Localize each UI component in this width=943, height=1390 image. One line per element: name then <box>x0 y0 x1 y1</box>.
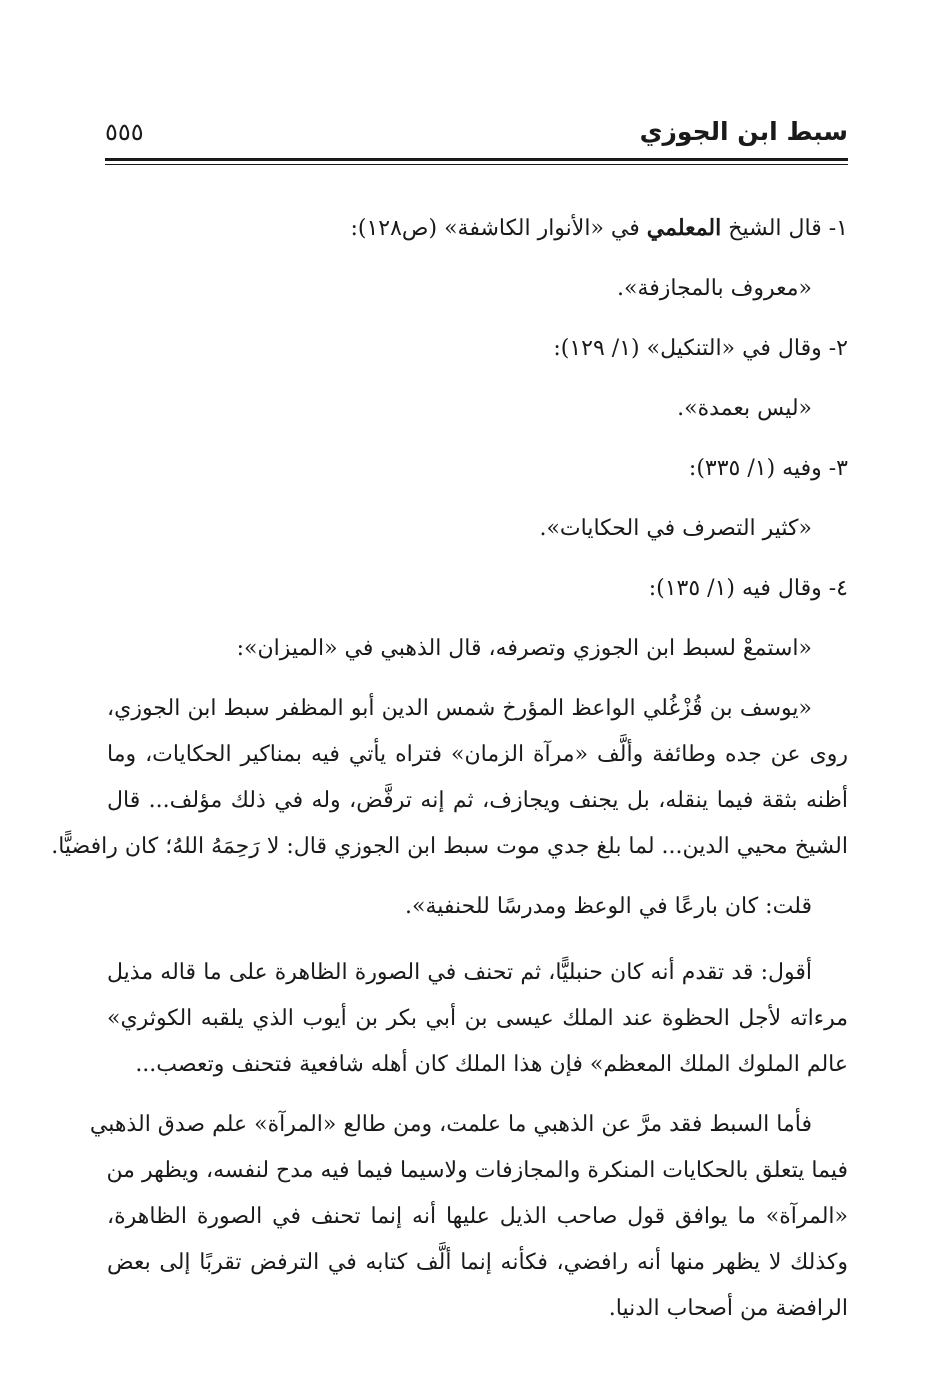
item-1-heading-after: في «الأنوار الكاشفة» (ص١٢٨): <box>350 216 647 241</box>
aqulu-paragraph <box>107 950 848 1088</box>
mizan-quote-line: روى عن جده وطائفة وألَّف «مرآة الزمان» فتراه يأتي فيه بمناكير الحكايات، وما <box>107 742 848 767</box>
item-3-quote: «كثير التصرف في الحكايات». <box>539 516 812 541</box>
page-header <box>105 112 848 156</box>
item-3-heading: ٣- وفيه (١/ ٣٣٥): <box>688 456 848 481</box>
qultu-line: قلت: كان بارعًا في الوعظ ومدرسًا للحنفية». <box>405 894 812 919</box>
mizan-quote-line: «يوسف بن قُزْغُلي الواعظ المؤرخ شمس الدين أبو المظفر سبط ابن الجوزي، <box>107 696 812 721</box>
item-4-heading: ٤- وقال فيه (١/ ١٣٥): <box>648 576 848 601</box>
item-4-quote: «استمعْ لسبط ابن الجوزي وتصرفه، قال الذهبي في «الميزان»: <box>236 636 812 661</box>
header-rule-thick <box>105 158 848 161</box>
mizan-quote-line: الشيخ محيي الدين... لما بلغ جدي موت سبط ابن الجوزي قال: لا رَحِمَهُ اللهُ؛ كان رافضيًّا. <box>51 834 848 859</box>
mizan-quote-line: أظنه بثقة فيما ينقله، بل يجنف ويجازف، ثم إنه ترفَّض، وله في ذلك مؤلف... قال <box>107 788 848 813</box>
header-rule-thin <box>105 164 848 165</box>
item-1-heading-before: ١- قال الشيخ <box>721 216 848 241</box>
item-2-heading: ٢- وقال في «التنكيل» (١/ ١٢٩): <box>553 336 848 361</box>
page-body <box>51 205 848 1332</box>
amma-line: الرافضة من أصحاب الدنيا. <box>608 1296 848 1321</box>
item-2-quote: «ليس بعمدة». <box>677 396 812 421</box>
amma-line: فأما السبط فقد مرَّ عن الذهبي ما علمت، ومن طالع «المرآة» علم صدق الذهبي <box>89 1112 812 1137</box>
item-1-quote: «معروف بالمجازفة». <box>617 276 812 301</box>
page-number: ٥٥٥ <box>105 118 144 146</box>
amma-line: فيما يتعلق بالحكايات المنكرة والمجازفات ولاسيما فيما فيه مدح لنفسه، ويظهر من <box>106 1158 848 1183</box>
amma-line: «المرآة» ما يوافق قول صاحب الذيل عليها أنه إنما تحنف في الصورة الظاهرة، <box>107 1204 848 1229</box>
amma-paragraph <box>89 1102 848 1332</box>
aqulu-line: أقول: قد تقدم أنه كان حنبليًّا، ثم تحنف في الصورة الظاهرة على ما قاله مذيل <box>107 960 812 985</box>
mizan-quote-block <box>51 686 848 870</box>
running-title: سبط ابن الجوزي <box>639 117 848 146</box>
item-1-heading-bold: المعلمي <box>646 215 722 241</box>
item-1-heading <box>107 205 848 252</box>
amma-line: وكذلك لا يظهر منها أنه رافضي، فكأنه إنما ألَّف كتابه في الترفض تقربًا إلى بعض <box>107 1250 848 1275</box>
aqulu-line: مرءاته لأجل الحظوة عند الملك عيسى بن أبي بكر بن أيوب الذي يلقبه الكوثري» <box>107 1006 848 1031</box>
aqulu-line: عالم الملوك الملك المعظم» فإن هذا الملك كان أهله شافعية فتحنف وتعصب... <box>135 1052 848 1077</box>
